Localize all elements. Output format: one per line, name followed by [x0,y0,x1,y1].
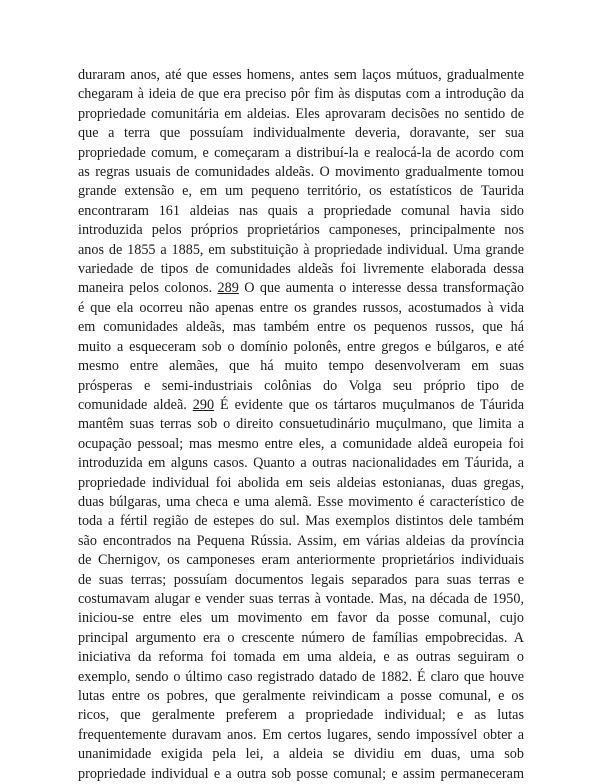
text-line: lutas entre os pobres, que geralmente reivindicam a posse comunal, e os [78,688,524,704]
text-line [78,396,524,415]
footnote-link-290[interactable]: 290 [192,396,215,413]
text-line: duas búlgaras, uma checa e uma alemã. Esse movimento é característico de [78,493,524,510]
body-paragraph [78,66,524,784]
text-line: ricos, que geralmente preferem a propriedade individual; e as lutas [78,707,524,724]
text-line: iniciativa da reforma foi tomada em uma aldeia, e as outras seguiram o [78,649,524,666]
text-line: muito a esqueceram sob o domínio polonês, entre gregos e búlgaros, e até [78,338,524,355]
text-segment: O que aumenta o interesse dessa transformação [238,280,525,297]
text-line: prósperas e semi-industriais colônias do Volga seu próprio tipo de [78,377,524,394]
text-line: de Chernigov, os camponeses eram anteriormente proprietários individuais [78,552,524,569]
text-segment: maneira pelos colonos. [78,280,218,297]
text-line: iniciou-se entre eles um movimento em favor da posse comunal, cujo [78,610,524,627]
text-line: de suas terras; possuíam documentos legais separados para suas terras e [78,571,524,588]
text-line: em comunidades aldeãs, mas também entre os pequenos russos, que há [78,319,524,336]
text-line: é que ela ocorreu não apenas entre os grandes russos, acostumados à vida [78,299,524,316]
text-line: encontraram 161 aldeias nas quais a propriedade comunal havia sido [78,202,524,219]
text-line: exemplo, sendo o último caso registrado datado de 1882. É claro que houve [78,668,524,685]
text-line: propriedade individual foi abolida em seis aldeias estonianas, duas gregas, [78,474,524,491]
text-line: duraram anos, até que esses homens, antes sem laços mútuos, gradualmente [78,67,524,83]
text-segment: comunidade aldeã. [78,396,193,413]
text-line: propriedade comum, e começaram a distribuí-la e realocá-la de acordo com [78,144,524,161]
text-line: propriedade comunitária em aldeias. Eles aprovaram decisões no sentido de [78,105,524,122]
text-line: introduzida pelos próprios proprietários camponeses, principalmente nos [78,222,524,239]
text-line: chegaram à ideia de que era preciso pôr fim às disputas com a introdução da [78,86,524,103]
footnote-link-289[interactable]: 289 [217,280,239,297]
text-line: são encontrados na Pequena Rússia. Assim, em várias aldeias da província [78,532,524,549]
text-line: introduzida em alguns casos. Quanto a outras nacionalidades em Táurida, a [78,455,524,472]
text-line: propriedade individual e a outra sob posse comunal; e assim permaneceram [78,765,524,782]
text-line: mesmo entre alemães, que há muito tempo desenvolveram em suas [78,358,524,375]
text-line: ocupação pessoal; mas mesmo entre eles, a comunidade aldeã europeia foi [78,435,524,452]
text-line [78,279,524,298]
text-line: unanimidade exigida pela lei, a aldeia se dividiu em duas, uma sob [78,746,524,763]
text-line: costumavam alugar e vender suas terras à vontade. Mas, na década de 1950, [78,590,524,607]
text-line: principal argumento era o crescente número de famílias empobrecidas. A [78,629,524,646]
text-segment: É evidente que os tártaros muçulmanos de Táurida [214,396,525,413]
text-line: toda a fértil região de estepes do sul. Mas exemplos distintos dele também [78,513,524,530]
text-line: as regras usuais de comunidades aldeãs. O movimento gradualmente tomou [78,164,524,181]
text-line: anos de 1855 a 1885, em substituição à propriedade individual. Uma grande [78,241,524,258]
text-line: frequentemente duravam anos. Em certos lugares, sendo impossível obter a [78,726,524,743]
text-line: mantêm suas terras sob o direito consuetudinário muçulmano, que limita a [78,416,524,433]
text-line: que a terra que possuíam individualmente deveria, doravante, ser sua [78,125,524,142]
text-line: grande extensão e, em um pequeno território, os estatísticos de Taurida [78,183,524,200]
document-page [78,66,524,784]
text-line: variedade de tipos de comunidades aldeãs foi livremente elaborada dessa [78,261,524,278]
